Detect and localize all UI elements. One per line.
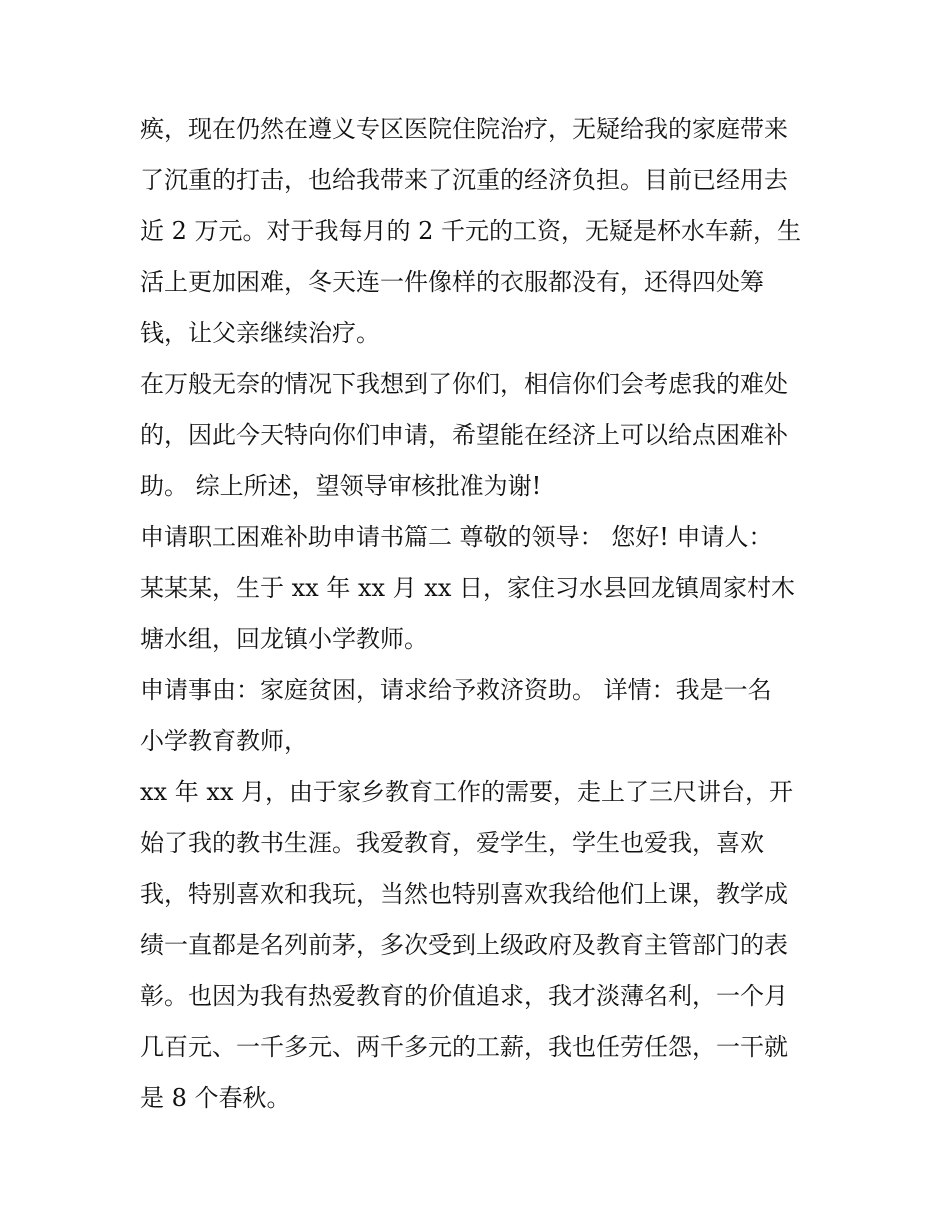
text-line: 某某某，生于 xx 年 xx 月 xx 日，家住习水县回龙镇周家村木 <box>140 574 795 602</box>
text-line: 活上更加困难，冬天连一件像样的衣服都没有，还得四处筹 <box>140 268 764 296</box>
text-line: 钱，让父亲继续治疗。 <box>140 319 380 347</box>
text-line: 申请职工困难补助申请书篇二 尊敬的领导： 您好! 申请人： <box>140 523 773 551</box>
text-line: 申请事由：家庭贫困，请求给予救济资助。 详情：我是一名 <box>140 676 772 704</box>
text-line: 彰。也因为我有热爱教育的价值追求，我才淡薄名利，一个月 <box>140 982 788 1010</box>
text-line: 在万般无奈的情况下我想到了你们，相信你们会考虑我的难处 <box>140 370 788 398</box>
text-line: 几百元、一千多元、两千多元的工薪，我也任劳任怨，一干就 <box>140 1033 788 1061</box>
text-line: 是 8 个春秋。 <box>140 1084 291 1112</box>
text-line: xx 年 xx 月，由于家乡教育工作的需要，走上了三尺讲台，开 <box>140 778 794 806</box>
text-line: 了沉重的打击，也给我带来了沉重的经济负担。目前已经用去 <box>140 166 788 194</box>
document-body <box>140 104 820 1124</box>
text-line: 近 2 万元。对于我每月的 2 千元的工资，无疑是杯水车薪，生 <box>140 217 802 245</box>
text-line: 塘水组，回龙镇小学教师。 <box>140 625 428 653</box>
text-line: 助。 综上所述，望领导审核批准为谢! <box>140 472 542 500</box>
text-line: 绩一直都是名列前茅，多次受到上级政府及教育主管部门的表 <box>140 931 788 959</box>
text-line: 始了我的教书生涯。我爱教育，爱学生，学生也爱我，喜欢 <box>140 829 764 857</box>
text-line: 小学教育教师， <box>140 727 308 755</box>
text-line: 的，因此今天特向你们申请，希望能在经济上可以给点困难补 <box>140 421 788 449</box>
text-line: 痪，现在仍然在遵义专区医院住院治疗，无疑给我的家庭带来 <box>140 115 788 143</box>
text-line: 我，特别喜欢和我玩，当然也特别喜欢我给他们上课，教学成 <box>140 880 788 908</box>
